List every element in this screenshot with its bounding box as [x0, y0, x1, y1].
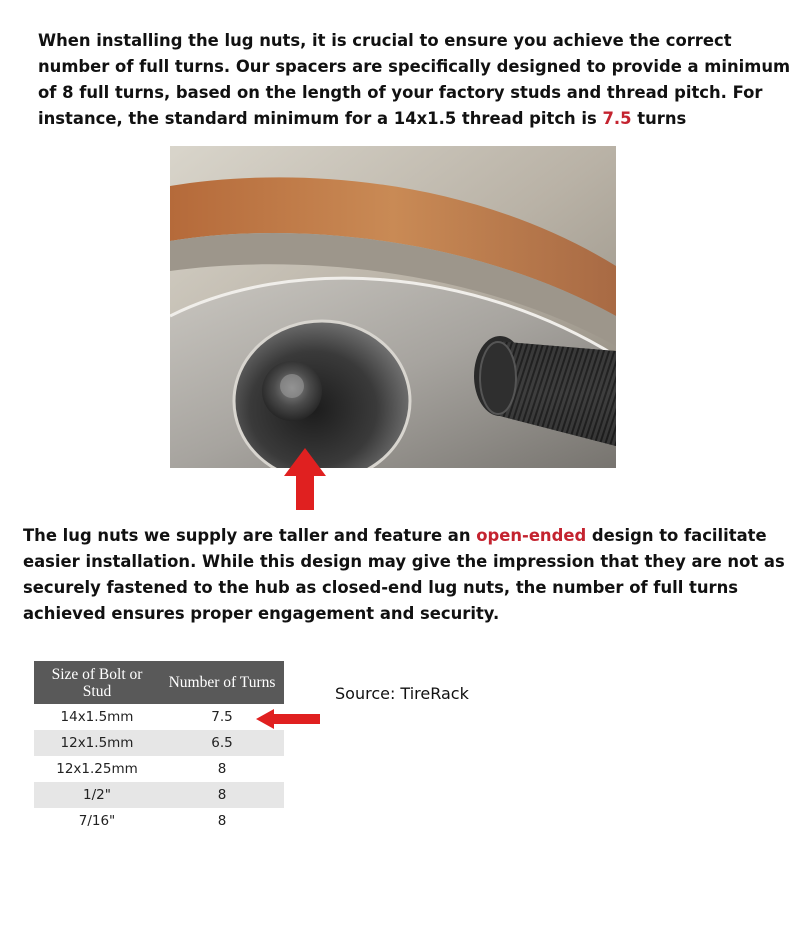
arrow-left-icon	[256, 709, 320, 729]
lugnut-text-after: design to facilitate easier installation. While this design may give the impression that they are not as securely fastened to the hub as closed-end lug nuts, the number of full turns achieved ensures proper engagement and security.	[23, 526, 785, 623]
intro-highlight: 7.5	[602, 109, 632, 128]
table-row	[34, 730, 284, 756]
spacer-lugnut-photo	[170, 146, 616, 468]
header-size: Size of Bolt or Stud	[34, 661, 160, 704]
cell-size: 12x1.5mm	[34, 730, 160, 756]
table-row	[34, 704, 284, 730]
lugnut-text-before: The lug nuts we supply are taller and feature an	[23, 526, 477, 545]
table-header-row	[34, 661, 284, 704]
intro-text-after: turns	[631, 109, 687, 128]
source-label: Source: TireRack	[335, 684, 469, 703]
table-row	[34, 756, 284, 782]
cell-turns: 6.5	[160, 730, 284, 756]
lugnut-highlight: open-ended	[476, 526, 587, 545]
cell-size: 12x1.25mm	[56, 761, 138, 777]
table-row	[34, 808, 284, 834]
cell-turns: 8	[217, 761, 227, 777]
cell-size: 1/2"	[34, 782, 160, 808]
turns-table	[34, 661, 284, 834]
header-turns: Number of Turns	[160, 661, 284, 704]
lugnut-info-paragraph	[23, 523, 803, 627]
arrow-up-icon	[282, 446, 328, 512]
cell-turns: 7.5	[211, 709, 233, 725]
table-row	[34, 782, 284, 808]
cell-turns: 8	[217, 813, 227, 829]
cell-turns: 8	[160, 782, 284, 808]
cell-size: 14x1.5mm	[60, 709, 134, 725]
intro-text-before: When installing the lug nuts, it is crucial to ensure you achieve the correct number of full turns. Our spacers are specifically designed to provide a minimum of 8 full turns, based on the length of your factory studs and thread pitch. For instance, the standard minimum for a 14x1.5 thread pitch is	[38, 31, 791, 128]
intro-paragraph	[38, 28, 798, 132]
cell-size: 7/16"	[78, 813, 116, 829]
